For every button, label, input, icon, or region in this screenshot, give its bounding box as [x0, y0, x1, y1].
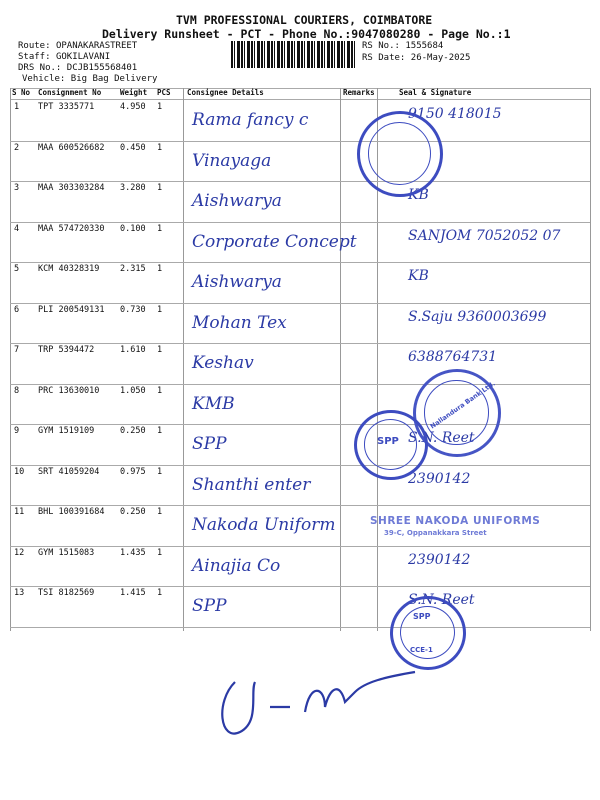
cell-consignment: PRC 13630010: [38, 385, 100, 396]
consignee-handwriting: Ainajia Co: [192, 555, 281, 576]
staff-line: [18, 52, 110, 62]
consignee-handwriting: Corporate Concept: [192, 231, 357, 252]
rs-no-label: RS No.:: [362, 41, 400, 51]
cell-weight: 1.435: [120, 547, 146, 558]
row-rule: [10, 141, 590, 142]
col-divider: [183, 88, 184, 631]
cell-pcs: 1: [157, 183, 163, 193]
route-label: Route:: [18, 41, 51, 51]
route-line: [18, 41, 137, 51]
cell-weight: 1.050: [120, 385, 146, 396]
cell-pcs: 1: [157, 264, 163, 274]
cell-weight: 4.950: [120, 102, 146, 112]
spp-stamp-bottom-text: SPP: [413, 612, 431, 621]
cell-sno: 12: [14, 547, 25, 558]
cell-weight: 3.280: [120, 183, 146, 193]
col-divider: [10, 88, 11, 631]
vehicle-label: Vehicle:: [22, 74, 66, 84]
spp-stamp-top: [357, 111, 443, 197]
cell-sno: 6: [14, 304, 20, 315]
signature-handwriting: KB: [408, 268, 429, 284]
consignee-handwriting: KMB: [192, 393, 235, 414]
row-rule: [10, 505, 590, 506]
cell-sno: 7: [14, 345, 20, 355]
row-rule: [10, 465, 590, 466]
signature-handwriting: S.Saju 9360003699: [408, 308, 547, 325]
cell-consignment: TSI 8182569: [38, 588, 95, 598]
spp-stamp-bottom-sub: CCE-1: [410, 646, 433, 654]
cell-sno: 1: [14, 102, 20, 112]
cell-pcs: 1: [157, 466, 163, 477]
cell-pcs: 1: [157, 304, 163, 315]
column-header: S No: [12, 88, 31, 97]
drs-line: [18, 63, 137, 73]
column-header: Remarks: [343, 88, 375, 97]
cell-consignment: MAA 574720330: [38, 223, 105, 234]
vehicle-line: [22, 74, 157, 84]
col-divider: [340, 88, 341, 631]
cell-consignment: PLI 200549131: [38, 304, 105, 315]
row-rule: [10, 546, 590, 547]
cell-pcs: 1: [157, 547, 163, 558]
cell-consignment: SRT 41059204: [38, 466, 100, 477]
cell-sno: 11: [14, 507, 25, 517]
barcode: [231, 41, 356, 68]
spp-stamp-text: SPP: [377, 436, 399, 447]
consignee-handwriting: Shanthi enter: [192, 474, 311, 495]
signature-handwriting: 2390142: [408, 551, 471, 568]
row-rule: [10, 586, 590, 587]
cell-consignment: TPT 3335771: [38, 102, 95, 112]
cell-pcs: 1: [157, 385, 163, 396]
cell-sno: 13: [14, 588, 25, 598]
cell-sno: 8: [14, 385, 20, 396]
spp-stamp-bottom: [390, 596, 466, 670]
runsheet-title: Delivery Runsheet - PCT - Phone No.:9047080280 - Page No.:1: [102, 27, 511, 41]
row-rule: [10, 181, 590, 182]
signature-handwriting: S.N. Reet: [408, 430, 475, 446]
consignee-handwriting: Keshav: [192, 353, 254, 373]
vehicle-value: Big Bag Delivery: [70, 74, 158, 84]
rs-no-value: 1555684: [405, 41, 444, 51]
signature-handwriting: 2390142: [408, 470, 471, 487]
staff-label: Staff:: [18, 52, 51, 62]
cell-weight: 0.250: [120, 426, 146, 436]
cell-pcs: 1: [157, 223, 163, 234]
route-value: OPANAKARASTREET: [55, 41, 138, 51]
consignee-handwriting: SPP: [192, 434, 227, 454]
bank-stamp-text: Nallandura Bank Ltd.: [428, 379, 497, 431]
column-header: Seal & Signature: [399, 88, 472, 97]
col-divider: [590, 88, 591, 631]
company-title: TVM PROFESSIONAL COURIERS, COIMBATORE: [176, 13, 433, 27]
nakoda-stamp-address: 39-C, Oppanakkara Street: [384, 529, 487, 537]
cell-pcs: 1: [157, 507, 163, 517]
consignee-handwriting: Aishwarya: [192, 191, 282, 211]
cell-consignment: TRP 5394472: [38, 345, 95, 355]
row-rule: [10, 343, 590, 344]
cell-sno: 4: [14, 223, 20, 234]
cell-pcs: 1: [157, 102, 163, 112]
cell-consignment: MAA 303303284: [38, 183, 105, 193]
cell-consignment: MAA 600526682: [38, 142, 105, 153]
column-header: Weight: [120, 88, 148, 97]
row-rule: [10, 424, 590, 425]
footer-signature-scribble: [215, 662, 425, 752]
consignee-handwriting: Nakoda Uniform: [192, 515, 336, 535]
cell-weight: 2.315: [120, 264, 146, 274]
consignee-handwriting: Rama fancy c: [192, 110, 309, 130]
signature-handwriting: 9150 418015: [408, 106, 502, 122]
cell-weight: 0.450: [120, 142, 146, 153]
drs-value: DCJB155568401: [66, 63, 138, 73]
cell-pcs: 1: [157, 345, 163, 355]
signature-handwriting: KB: [408, 187, 429, 203]
rs-date-line: [362, 53, 470, 63]
column-header: Consignment No: [38, 88, 102, 97]
cell-sno: 9: [14, 426, 20, 436]
rs-date-value: 26-May-2025: [410, 53, 471, 63]
cell-weight: 1.610: [120, 345, 146, 355]
consignee-handwriting: Vinayaga: [192, 150, 272, 171]
cell-pcs: 1: [157, 426, 163, 436]
cell-sno: 10: [14, 466, 25, 477]
footer-signature: [300, 700, 302, 701]
row-rule: [10, 303, 590, 304]
signature-handwriting: 6388764731: [408, 349, 498, 365]
column-header: Consignee Details: [187, 88, 264, 97]
row-rule: [10, 262, 590, 263]
row-rule: [10, 222, 590, 223]
cell-sno: 3: [14, 183, 20, 193]
cell-weight: 0.250: [120, 507, 146, 517]
consignee-handwriting: SPP: [192, 596, 227, 616]
rs-no-line: [362, 41, 443, 51]
staff-value: GOKILAVANI: [55, 52, 111, 62]
rs-date-label: RS Date:: [362, 53, 406, 63]
cell-weight: 0.975: [120, 466, 146, 477]
column-header: PCS: [157, 88, 171, 97]
drs-label: DRS No.:: [18, 63, 62, 73]
cell-weight: 1.415: [120, 588, 146, 598]
cell-pcs: 1: [157, 142, 163, 153]
cell-consignment: BHL 100391684: [38, 507, 105, 517]
cell-weight: 0.730: [120, 304, 146, 315]
cell-consignment: GYM 1519109: [38, 426, 95, 436]
row-rule: [10, 384, 590, 385]
cell-pcs: 1: [157, 588, 163, 598]
cell-sno: 5: [14, 264, 20, 274]
row-rule: [10, 627, 590, 628]
consignee-handwriting: Aishwarya: [192, 272, 282, 292]
cell-weight: 0.100: [120, 223, 146, 234]
cell-sno: 2: [14, 142, 20, 153]
signature-handwriting: S.N. Reet: [408, 592, 475, 608]
nakoda-stamp: SHREE NAKODA UNIFORMS: [370, 515, 541, 527]
cell-consignment: GYM 1515083: [38, 547, 95, 558]
cell-consignment: KCM 40328319: [38, 264, 100, 274]
signature-handwriting: SANJOM 7052052 07: [408, 227, 561, 244]
consignee-handwriting: Mohan Tex: [192, 312, 287, 333]
